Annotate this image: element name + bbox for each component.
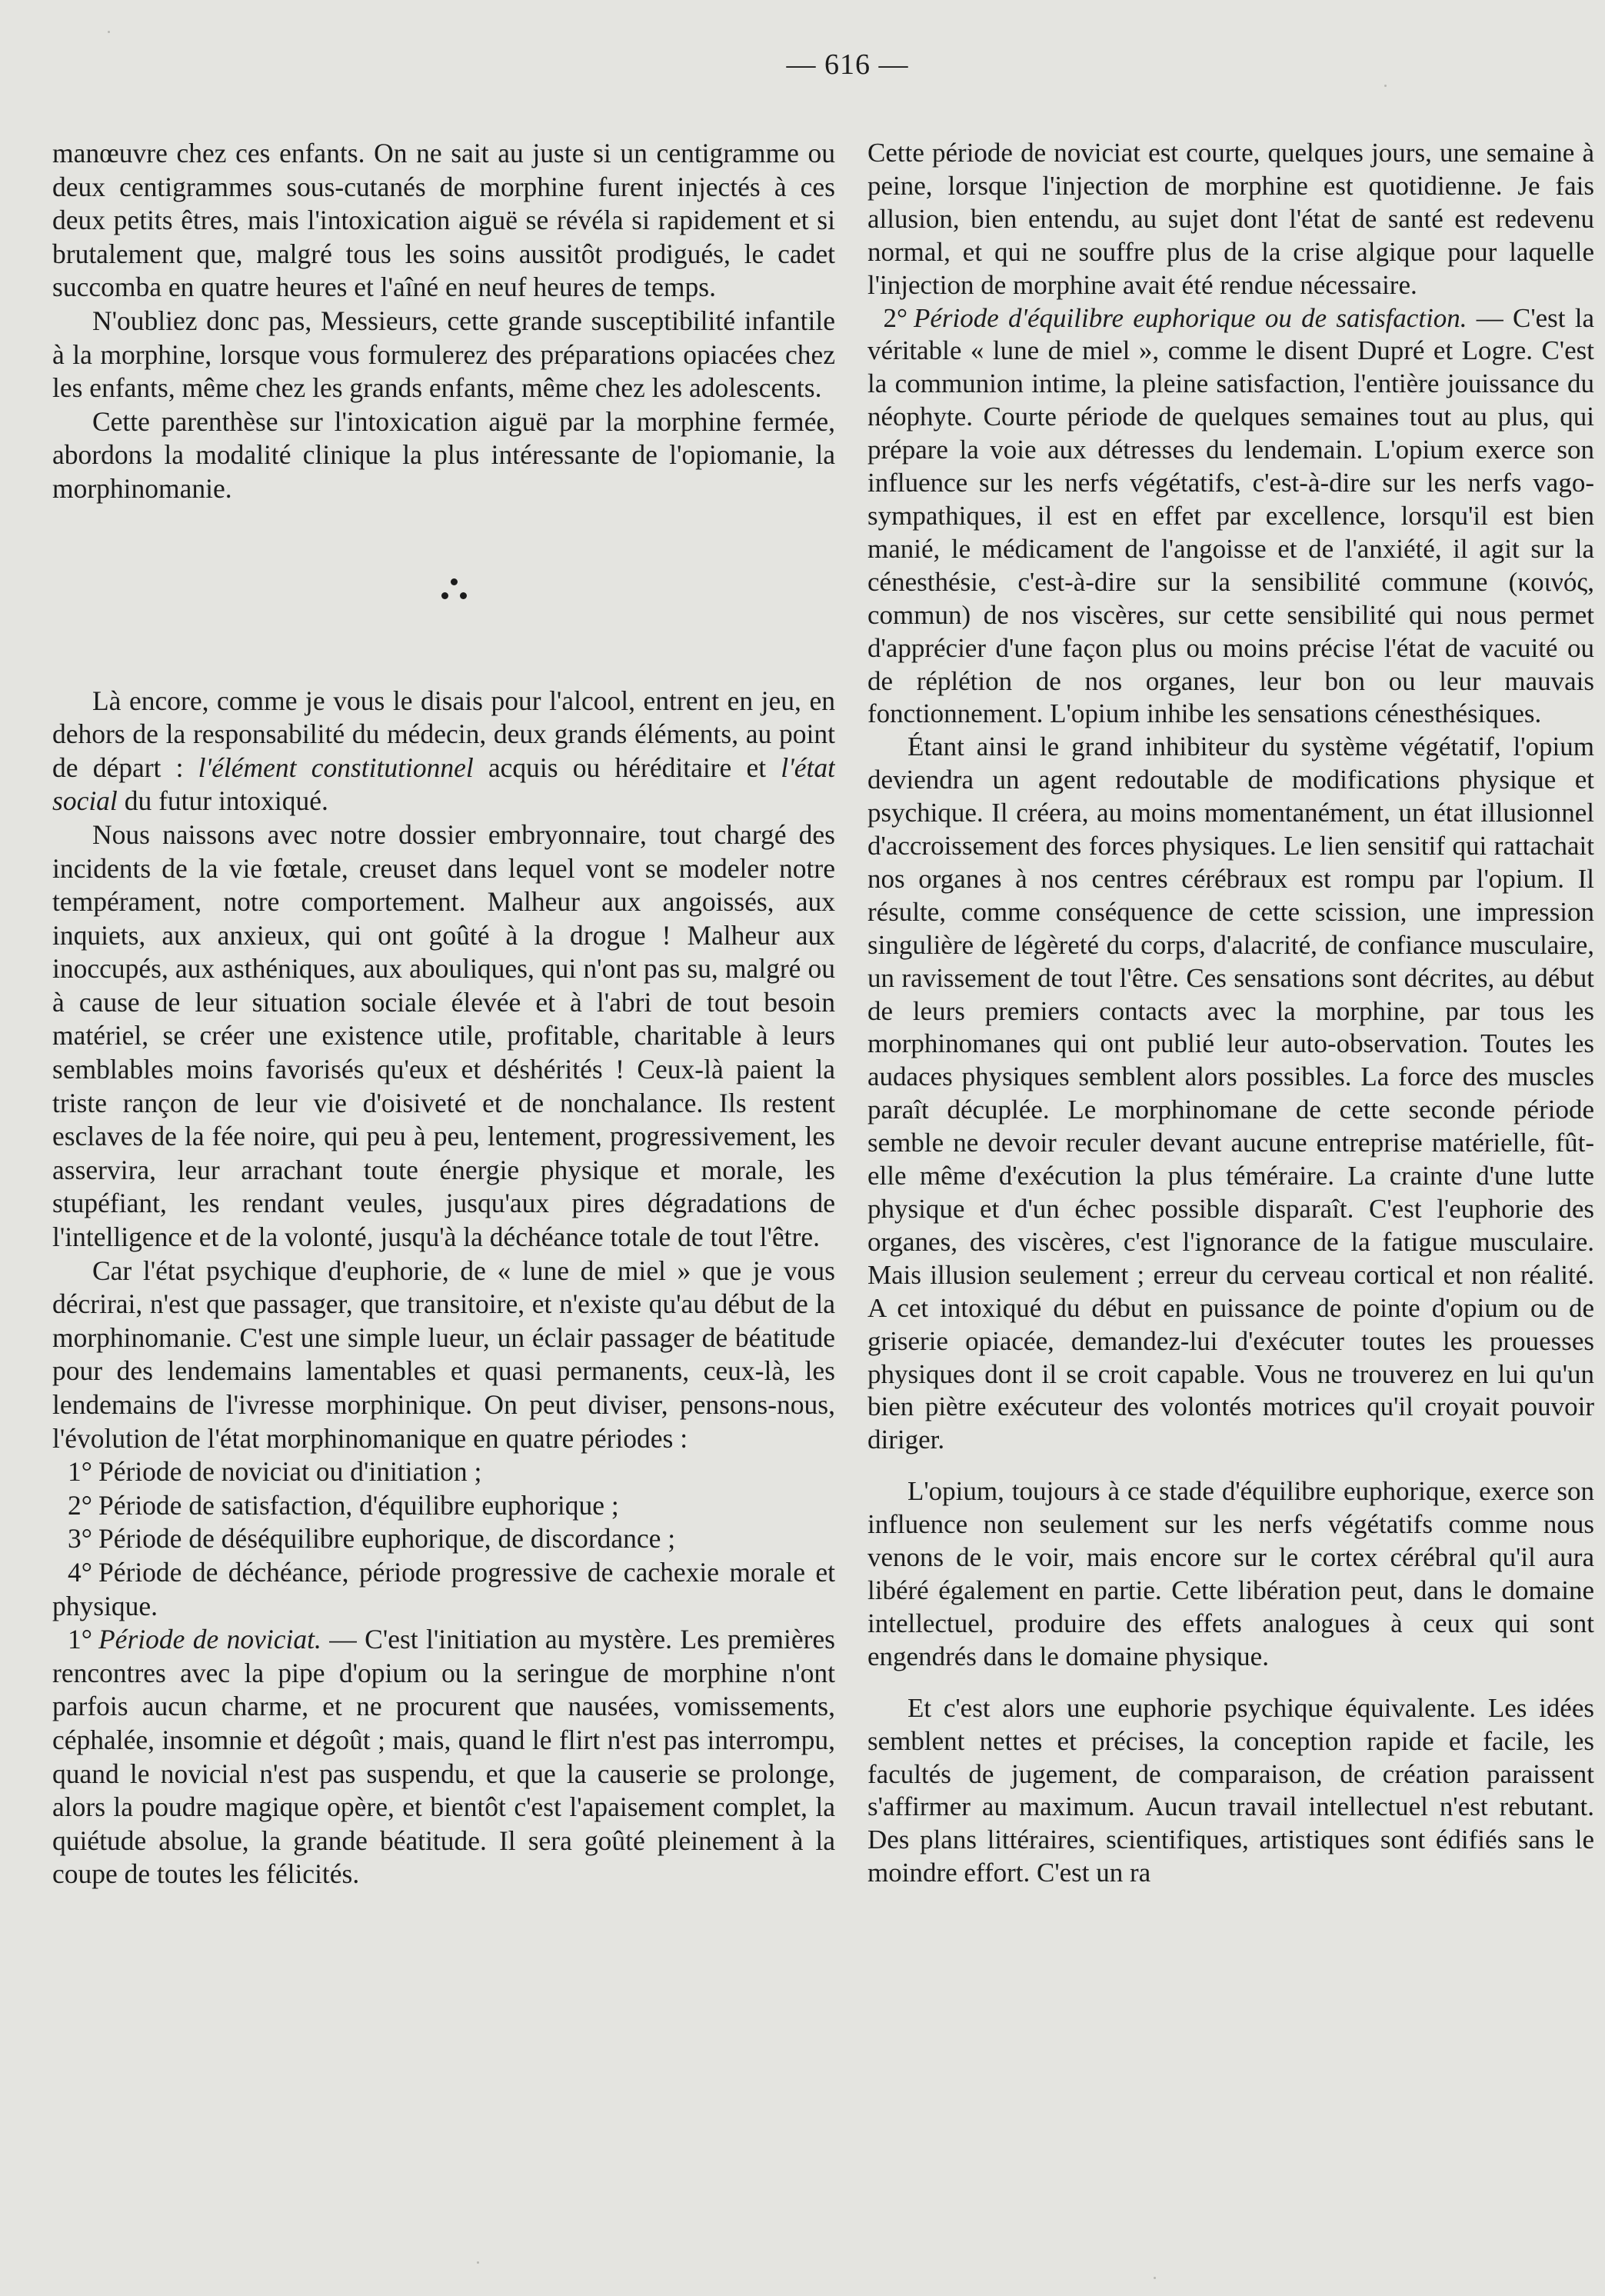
paragraph: N'oubliez donc pas, Messieurs, cette grande susceptibilité infantile à la morphine, lorsque vous formulerez des préparations opiacées chez les enfants, même chez les grands enfants, même chez les adolescents. xyxy=(52,305,835,404)
list-text: Période de satisfaction, d'équilibre euphorique ; xyxy=(98,1489,619,1521)
page-number: — 616 — xyxy=(786,48,909,81)
text-run: acquis ou héréditaire et xyxy=(473,751,781,783)
paragraph: Et c'est alors une euphorie psychique équivalente. Les idées semblent nettes et précises, la conception rapide et facile, les facultés de jugement, de comparaison, de création paraissent s'affirmer au maximum. Aucun travail intellectuel n'est rebutant. Des plans littéraires, scientifiques, artistiques sont édifiés sans le moindre effort. C'est un ra xyxy=(867,1692,1594,1888)
list-item xyxy=(52,1489,835,1523)
text-run: — C'est l'initiation au mystère. Les premières rencontres avec la pipe d'opium ou la seringue de morphine n'ont parfois aucun charme, et ne procurent que nausées, vomissements, céphalée, insomnie et dégoût ; mais, quand le flirt n'est pas interrompu, quand le novicial n'est pas suspendu, et que la causerie se prolonge, alors la poudre magique opère, et bientôt c'est l'apaisement complet, la quiétude absolue, la grande béatitude. Il sera goûté pleinement à la coupe de toutes les félicités. xyxy=(52,1624,835,1890)
emphasis: l'élément constitutionnel xyxy=(198,751,474,783)
paper-speck xyxy=(108,31,110,33)
list-number: 2° xyxy=(883,302,907,333)
list-number: 1° xyxy=(68,1624,92,1655)
paragraph: manœuvre chez ces enfants. On ne sait au juste si un centigramme ou deux centigrammes sous-cutanés de morphine furent injectés à ces deux petits êtres, mais l'intoxication aiguë se révéla si rapidement et si brutalement que, malgré tous les soins aussitôt prodigués, le cadet succomba en quatre heures et l'aîné en neuf heures de temps. xyxy=(52,138,835,303)
paragraph: Nous naissons avec notre dossier embryonnaire, tout chargé des incidents de la vie fœtale, creuset dans lequel vont se modeler notre tempérament, notre comportement. Malheur aux angoissés, aux inquiets, aux anxieux, qui ont goûté à la drogue ! Malheur aux inoccupés, aux asthéniques, aux abouliques, qui n'ont pas su, malgré ou à cause de leur situation sociale élevée et à l'abri de tout besoin matériel, se créer une existence utile, profitable, charitable à leurs semblables moins favorisés qu'eux et déshérités ! Ceux-là paient la triste rançon de leur vie d'oisiveté et de nonchalance. Ils restent esclaves de la fée noire, qui peu à peu, lentement, progressivement, les asservira, leur arrachant toute énergie physique et morale, les stupéfiant, les rendant veules, jusqu'aux pires dégradations de l'intelligence et de la volonté, jusqu'à la déchéance totale de tout l'être. xyxy=(52,818,835,1253)
paragraph: Cette parenthèse sur l'intoxication aiguë par la morphine fermée, abordons la modalité clinique la plus intéressante de l'opiomanie, la morphinomanie. xyxy=(52,405,835,504)
paragraph xyxy=(867,302,1594,731)
right-column xyxy=(867,137,1594,2275)
section-break-asterism xyxy=(52,506,835,685)
left-column xyxy=(52,137,835,2275)
paragraph xyxy=(52,685,835,818)
text-run: — C'est la véritable « lune de miel », comme le disent Dupré et Logre. C'est la communion intime, la pleine satisfaction, l'entière jouissance du néophyte. Courte période de quelques semaines tout au plus, qui prépare la voie aux détresses du lendemain. L'opium exerce son influence sur les nerfs végétatifs, c'est-à-dire sur les nerfs vago-sympathiques, il est en effet par excellence, lorsqu'il est bien manié, le médicament de l'angoisse et de l'anxiété, il agit sur la cénesthésie, c'est-à-dire sur la sensibilité commune (κοινός, commun) de nos viscères, sur cette sensibilité qui nous permet d'apprécier d'une façon plus ou moins précise l'état de vacuité ou de réplétion de nos organes, leur bon ou leur mauvais fonctionnement. L'opium inhibe les sensations cénesthésiques. xyxy=(867,302,1594,729)
paper-speck xyxy=(1154,2277,1156,2279)
paragraph: Car l'état psychique d'euphorie, de « lune de miel » que je vous décrirai, n'est que passager, que transitoire, et n'existe qu'au début de la morphinomanie. C'est une simple lueur, un éclair passager de béatitude pour des lendemains lamentables et quasi permanents, ceux-là, les lendemains de l'ivresse morphinique. On peut diviser, pensons-nous, l'évolution de l'état morphinomanique en quatre périodes : xyxy=(52,1255,835,1454)
list-number: 2° xyxy=(68,1489,92,1521)
text-run: du futur intoxiqué. xyxy=(117,785,328,817)
list-text: Période de déchéance, période progressive de cachexie morale et physique. xyxy=(52,1556,835,1621)
emphasis: Période d'équilibre euphorique ou de satisfaction. xyxy=(914,302,1467,333)
list-text: Période de déséquilibre euphorique, de discordance ; xyxy=(98,1523,676,1555)
list-number: 1° xyxy=(68,1456,92,1488)
list-item xyxy=(52,1522,835,1556)
list-text: Période de noviciat ou d'initiation ; xyxy=(98,1456,482,1488)
paragraph: L'opium, toujours à ce stade d'équilibre euphorique, exerce son influence non seulement sur les nerfs végétatifs comme nous venons de le voir, mais encore sur le cortex cérébral qu'il aura libéré également en partie. Cette libération peut, dans le domaine intellectuel, produire des effets analogues à ceux qui sont engendrés dans le domaine physique. xyxy=(867,1476,1594,1671)
list-number: 3° xyxy=(68,1523,92,1555)
emphasis: l'état social xyxy=(52,751,835,817)
emphasis: Période de noviciat. xyxy=(98,1624,321,1655)
list-number: 4° xyxy=(68,1556,92,1588)
paragraph: Cette période de noviciat est courte, quelques jours, une semaine à peine, lorsque l'injection de morphine est quotidienne. Je fais allusion, bien entendu, au sujet dont l'état de santé est redevenu normal, et qui ne souffre plus de la crise algique pour laquelle l'injection de morphine avait été rendue nécessaire. xyxy=(867,138,1594,300)
paper-speck xyxy=(477,2261,479,2264)
paragraph xyxy=(52,1623,835,1891)
list-item xyxy=(52,1556,835,1623)
paragraph: Étant ainsi le grand inhibiteur du système végétatif, l'opium deviendra un agent redoutable de modifications physique et psychique. Il créera, au moins momentanément, un état illusionnel d'accroissement des forces physiques. Le lien sensitif qui rattachait nos organes à nos centres cérébraux est rompu par l'opium. Il résulte, comme conséquence de cette scission, une impression singulière de légèreté du corps, d'alacrité, de confiance musculaire, un ravissement de tout l'être. Ces sensations sont décrites, au début de leurs premiers contacts avec la morphine, par tous les morphinomanes qui ont publié leur auto-observation. Toutes les audaces physiques semblent alors possibles. La force des muscles paraît décuplée. Le morphinomane de cette seconde période semble ne devoir reculer devant aucune entreprise matérielle, fût-elle même d'exécution la plus téméraire. La crainte d'une lutte physique et d'un échec possible disparaît. C'est l'euphorie des organes, des viscères, c'est l'ignorance de la fatigue musculaire. Mais illusion seulement ; erreur du cerveau cortical et non réalité. A cet intoxiqué du début en puissance de pointe d'opium ou de griserie opiacée, demandez-lui d'exécuter toutes les prouesses physiques dont il se croit capable. Vous ne trouverez en lui qu'un bien piètre exécuteur des volontés motrices qu'il croyait pouvoir diriger. xyxy=(867,731,1594,1455)
text-run: Là encore, comme je vous le disais pour l'alcool, entrent en jeu, en dehors de la responsabilité du médecin, deux grands éléments, au point de départ : xyxy=(52,685,835,783)
list-item xyxy=(52,1455,835,1489)
paper-speck xyxy=(1384,85,1387,87)
